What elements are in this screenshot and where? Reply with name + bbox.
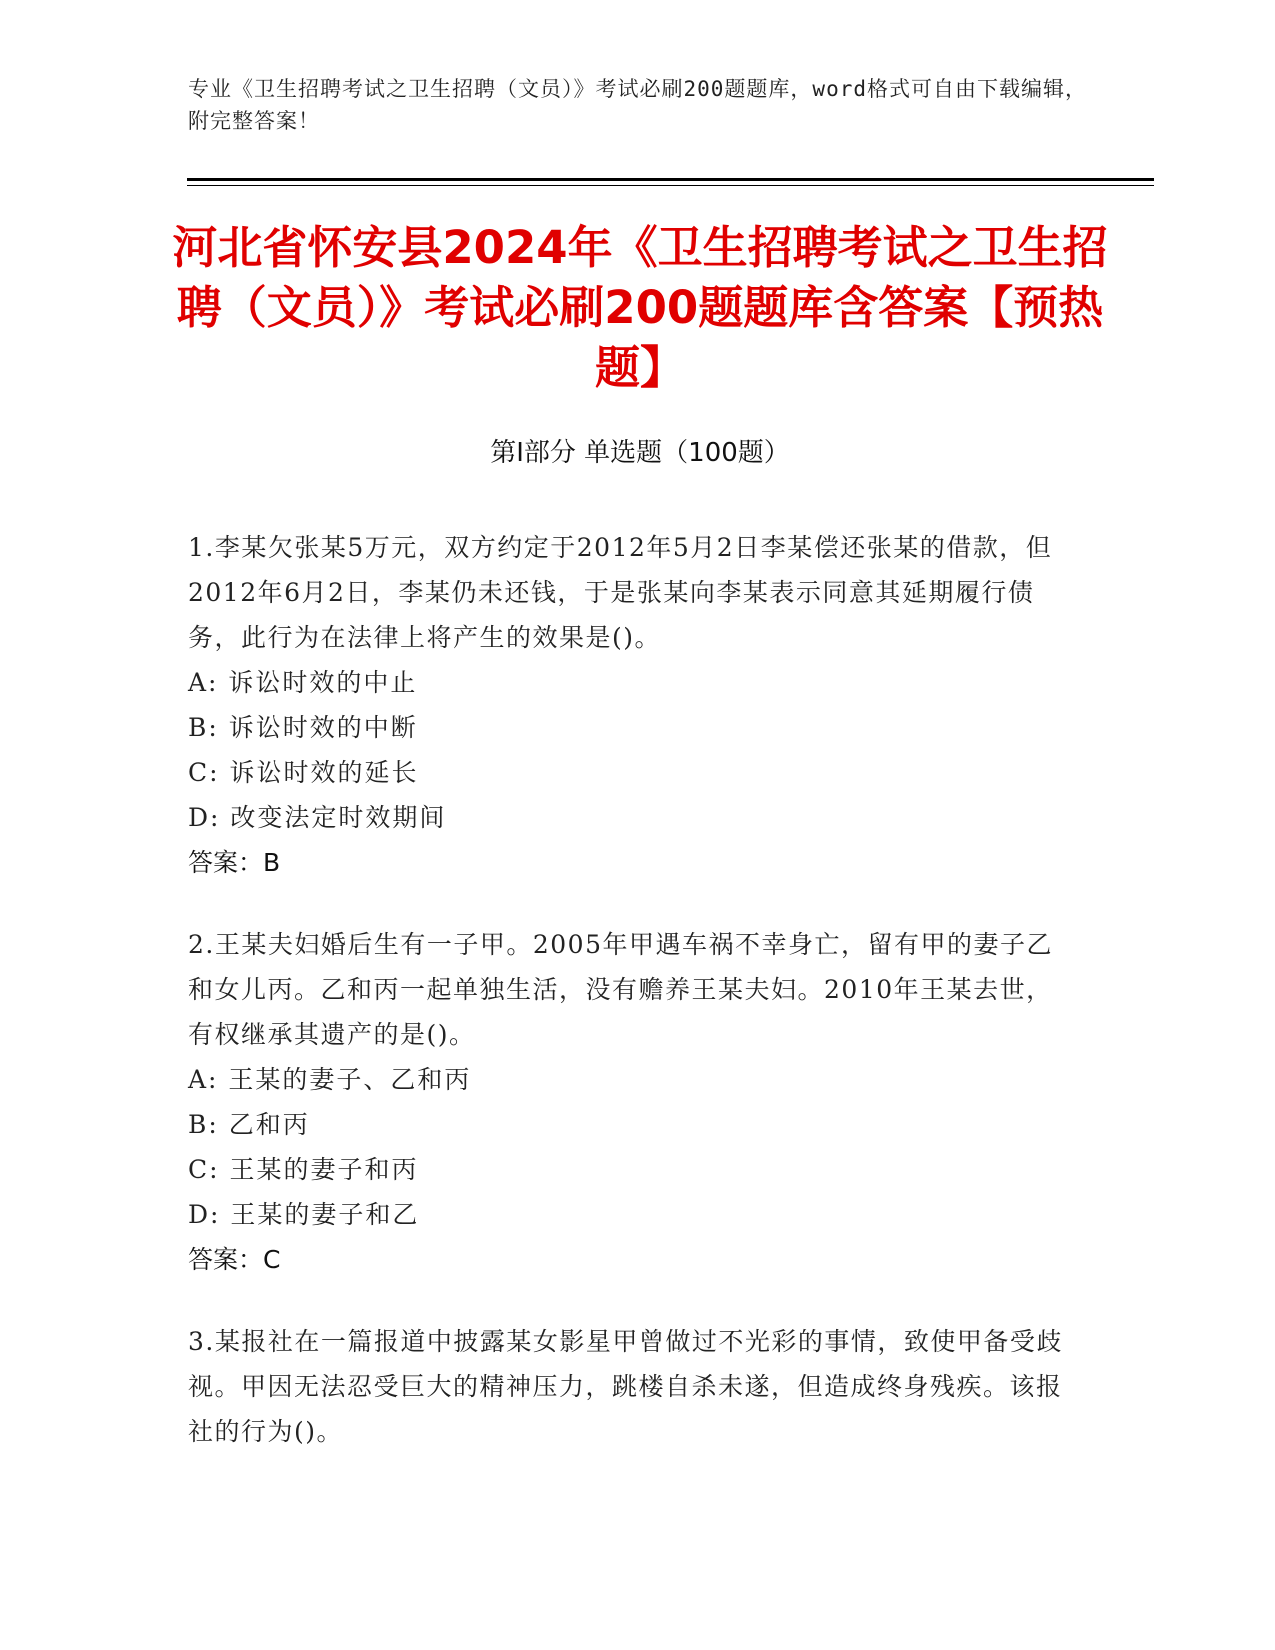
- option-d: D: 王某的妻子和乙: [188, 1200, 420, 1229]
- answer-line: 答案：C: [188, 1245, 281, 1274]
- question-stem: 3.某报社在一篇报道中披露某女影星甲曾做过不光彩的事情，致使甲备受歧视。甲因无法忍受巨大的精神压力，跳楼自杀未遂，但造成终身残疾。该报社的行为()。: [188, 1327, 1063, 1446]
- option-c: C: 王某的妻子和丙: [188, 1155, 419, 1184]
- header-rule-thin: [187, 185, 1154, 186]
- option-a: A: 诉讼时效的中止: [188, 668, 418, 697]
- question-stem: 1.李某欠张某5万元，双方约定于2012年5月2日李某偿还张某的借款，但2012年6月2日，李某仍未还钱，于是张某向李某表示同意其延期履行债务，此行为在法律上将产生的效果是()。: [188, 533, 1053, 652]
- question-2: [188, 922, 1073, 1282]
- option-a: A: 王某的妻子、乙和丙: [188, 1065, 472, 1094]
- document-title: 河北省怀安县2024年《卫生招聘考试之卫生招聘（文员）》考试必刷200题题库含答案【预热题】: [172, 221, 1108, 394]
- question-list: [188, 525, 1073, 1491]
- header-note: 专业《卫生招聘考试之卫生招聘（文员）》考试必刷200题题库，word格式可自由下载编辑，附完整答案！: [188, 77, 1087, 133]
- header-rule-thick: [187, 178, 1154, 181]
- answer-line: 答案：B: [188, 848, 281, 877]
- option-b: B: 乙和丙: [188, 1110, 310, 1139]
- option-d: D: 改变法定时效期间: [188, 803, 447, 832]
- question-3: [188, 1319, 1073, 1454]
- question-1: [188, 525, 1073, 885]
- section-heading: 第Ⅰ部分 单选题（100题）: [490, 438, 790, 468]
- question-stem: 2.王某夫妇婚后生有一子甲。2005年甲遇车祸不幸身亡，留有甲的妻子乙和女儿丙。乙和丙一起单独生活，没有赡养王某夫妇。2010年王某去世，有权继承其遗产的是()。: [188, 930, 1053, 1049]
- option-b: B: 诉讼时效的中断: [188, 713, 418, 742]
- option-c: C: 诉讼时效的延长: [188, 758, 419, 787]
